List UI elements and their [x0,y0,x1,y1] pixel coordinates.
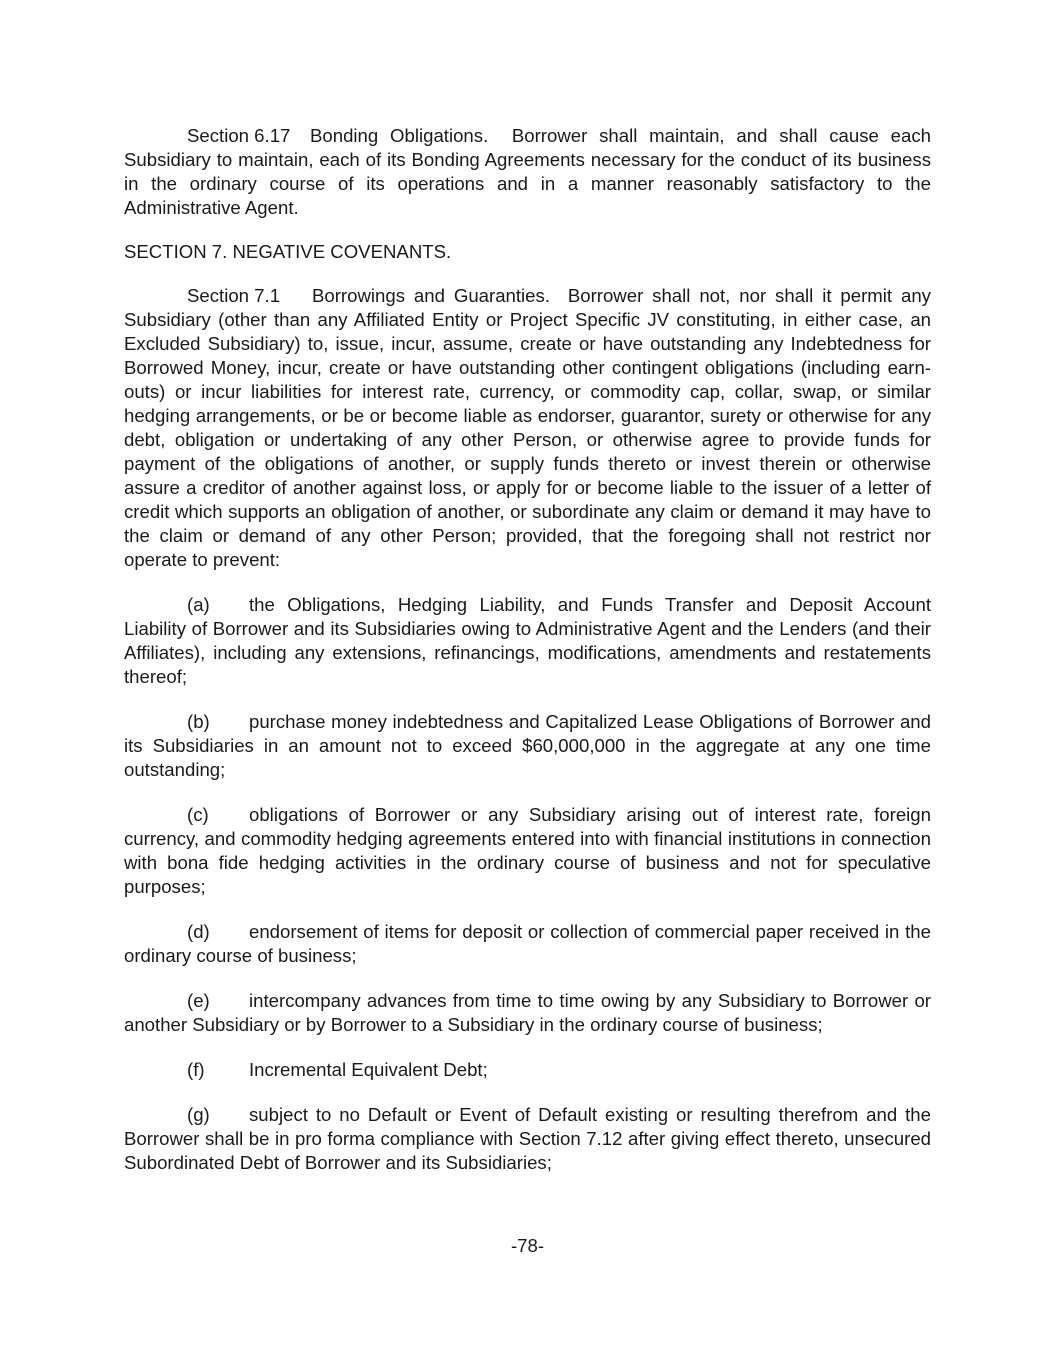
section-title: Borrowings and Guaranties. [312,285,550,306]
list-item-text: the Obligations, Hedging Liability, and Funds Transfer and Deposit Account Liability of Borrower and its Subsidiaries owing to Administrative Agent and the Lenders (and their Affiliates), including any extensions, refinancings, modifications, amendments and restatements thereof; [124,594,931,687]
section-7-1-paragraph [124,284,931,572]
list-item-d [124,920,931,968]
section-body: Borrower shall maintain, and shall cause each Subsidiary to maintain, each of its Bonding Agreements necessary for the conduct of its business in the ordinary course of its operations and in a manner reasonably satisfactory to the Administrative Agent. [124,125,932,218]
section-number: Section 7.1 [187,285,281,306]
list-marker: (b) [187,711,210,732]
list-item-e [124,989,931,1037]
document-page [124,124,931,1175]
list-item-g [124,1103,931,1175]
list-item-text: endorsement of items for deposit or collection of commercial paper received in the ordinary course of business; [124,921,931,966]
page-number: -78- [510,1235,545,1256]
list-item-text: purchase money indebtedness and Capitalized Lease Obligations of Borrower and its Subsidiaries in an amount not to exceed $60,000,000 in the aggregate at any one time outstanding; [124,711,931,780]
section-title: Bonding Obligations. [310,125,489,146]
list-item-f [124,1058,931,1082]
section-6-17-paragraph [124,124,931,220]
list-item-a [124,593,931,689]
list-marker: (d) [187,921,210,942]
list-marker: (c) [187,804,209,825]
section-number: Section 6.17 [187,125,291,146]
section-7-heading: SECTION 7. NEGATIVE COVENANTS. [124,241,452,262]
list-marker: (a) [187,594,210,615]
section-body: Borrower shall not, nor shall it permit any Subsidiary (other than any Affiliated Entity or Project Specific JV constituting, in either case, an Excluded Subsidiary) to, issue, incur, assume, create or have outstanding any Indebtedness for Borrowed Money, incur, create or have outstanding other contingent obligations (including earn-outs) or incur liabilities for interest rate, currency, or commodity cap, collar, swap, or similar hedging arrangements, or be or become liable as endorser, guarantor, surety or otherwise for any debt, obligation or undertaking of any other Person, or otherwise agree to provide funds for payment of the obligations of another, or supply funds thereto or invest therein or otherwise assure a creditor of another against loss, or apply for or become liable to the issuer of a letter of credit which supports an obligation of another, or subordinate any claim or demand it may have to the claim or demand of any other Person; provided, that the foregoing shall not restrict nor operate to prevent: [124,285,931,570]
list-item-text: intercompany advances from time to time owing by any Subsidiary to Borrower or another Subsidiary or by Borrower to a Subsidiary in the ordinary course of business; [124,990,931,1035]
list-marker: (f) [187,1059,205,1080]
list-item-c [124,803,931,899]
list-item-b [124,710,931,782]
list-marker: (e) [187,990,210,1011]
list-item-text: Incremental Equivalent Debt; [249,1059,488,1080]
list-item-text: subject to no Default or Event of Default existing or resulting therefrom and the Borrower shall be in pro forma compliance with Section 7.12 after giving effect thereto, unsecured Subordinated Debt of Borrower and its Subsidiaries; [124,1104,931,1173]
list-marker: (g) [187,1104,210,1125]
list-item-text: obligations of Borrower or any Subsidiary arising out of interest rate, foreign currency, and commodity hedging agreements entered into with financial institutions in connection with bona fide hedging activities in the ordinary course of business and not for speculative purposes; [124,804,931,897]
